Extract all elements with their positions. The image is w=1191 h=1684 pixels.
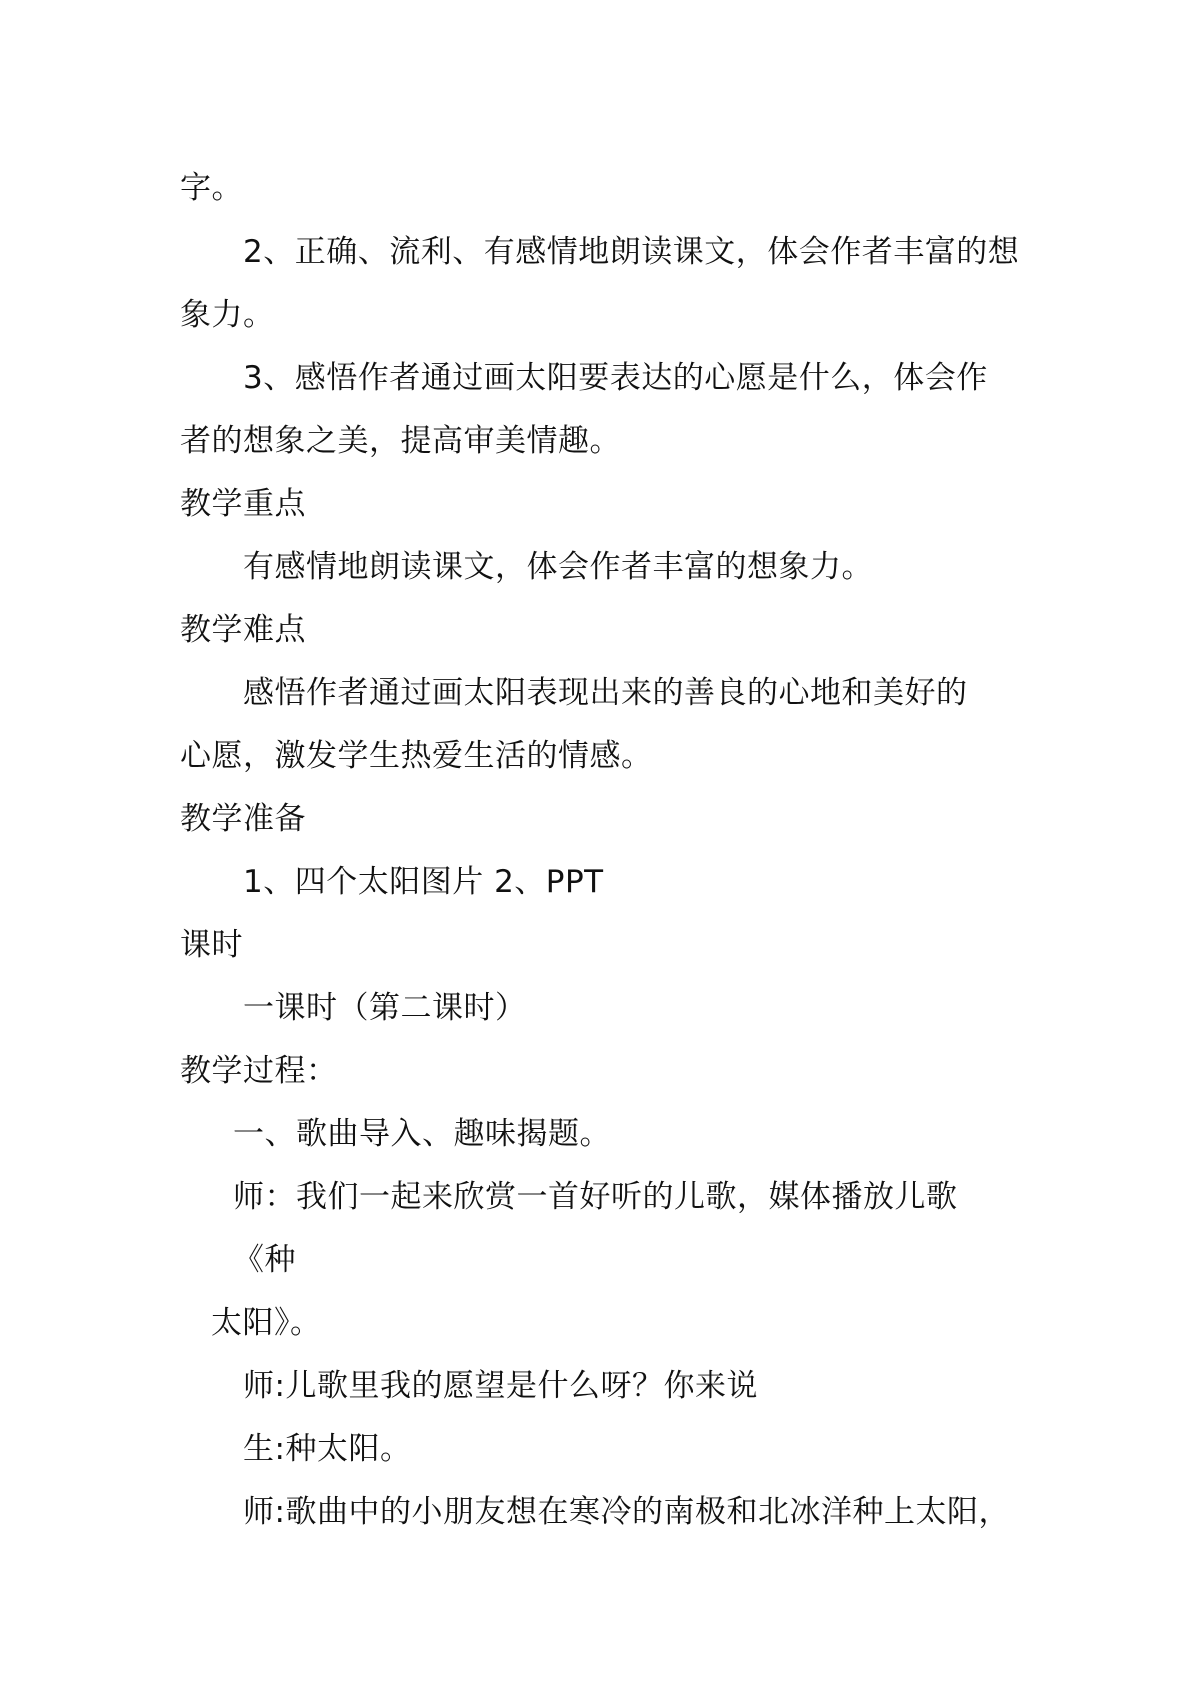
text-line: 《种 bbox=[233, 1242, 296, 1278]
text-line: 感悟作者通过画太阳表现出来的善良的心地和美好的 bbox=[243, 675, 968, 711]
text-line: 2、正确、流利、有感情地朗读课文，体会作者丰富的想 bbox=[243, 234, 1020, 270]
text-line: 生:种太阳。 bbox=[243, 1431, 412, 1467]
text-line: 太阳》。 bbox=[211, 1305, 322, 1341]
text-line: 者的想象之美，提高审美情趣。 bbox=[180, 423, 621, 459]
section-heading: 教学过程： bbox=[180, 1053, 338, 1089]
text-line: 象力。 bbox=[180, 297, 275, 333]
text-line: 一课时（第二课时） bbox=[243, 990, 527, 1026]
text-line: 3、感悟作者通过画太阳要表达的心愿是什么，体会作 bbox=[243, 360, 988, 396]
text-line: 师:歌曲中的小朋友想在寒冷的南极和北冰洋种上太阳， bbox=[243, 1494, 1010, 1530]
section-heading: 教学准备 bbox=[180, 801, 306, 837]
section-heading: 教学重点 bbox=[180, 486, 306, 522]
text-line: 1、四个太阳图片 2、PPT bbox=[243, 864, 604, 900]
section-heading: 课时 bbox=[180, 927, 243, 963]
text-line: 有感情地朗读课文，体会作者丰富的想象力。 bbox=[243, 549, 873, 585]
text-line: 师:儿歌里我的愿望是什么呀？你来说 bbox=[243, 1368, 758, 1404]
text-line: 一、歌曲导入、趣味揭题。 bbox=[233, 1116, 611, 1152]
section-heading: 教学难点 bbox=[180, 612, 306, 648]
text-line: 心愿，激发学生热爱生活的情感。 bbox=[180, 738, 653, 774]
text-line: 师：我们一起来欣赏一首好听的儿歌，媒体播放儿歌 bbox=[233, 1179, 958, 1215]
text-line: 字。 bbox=[180, 170, 243, 206]
